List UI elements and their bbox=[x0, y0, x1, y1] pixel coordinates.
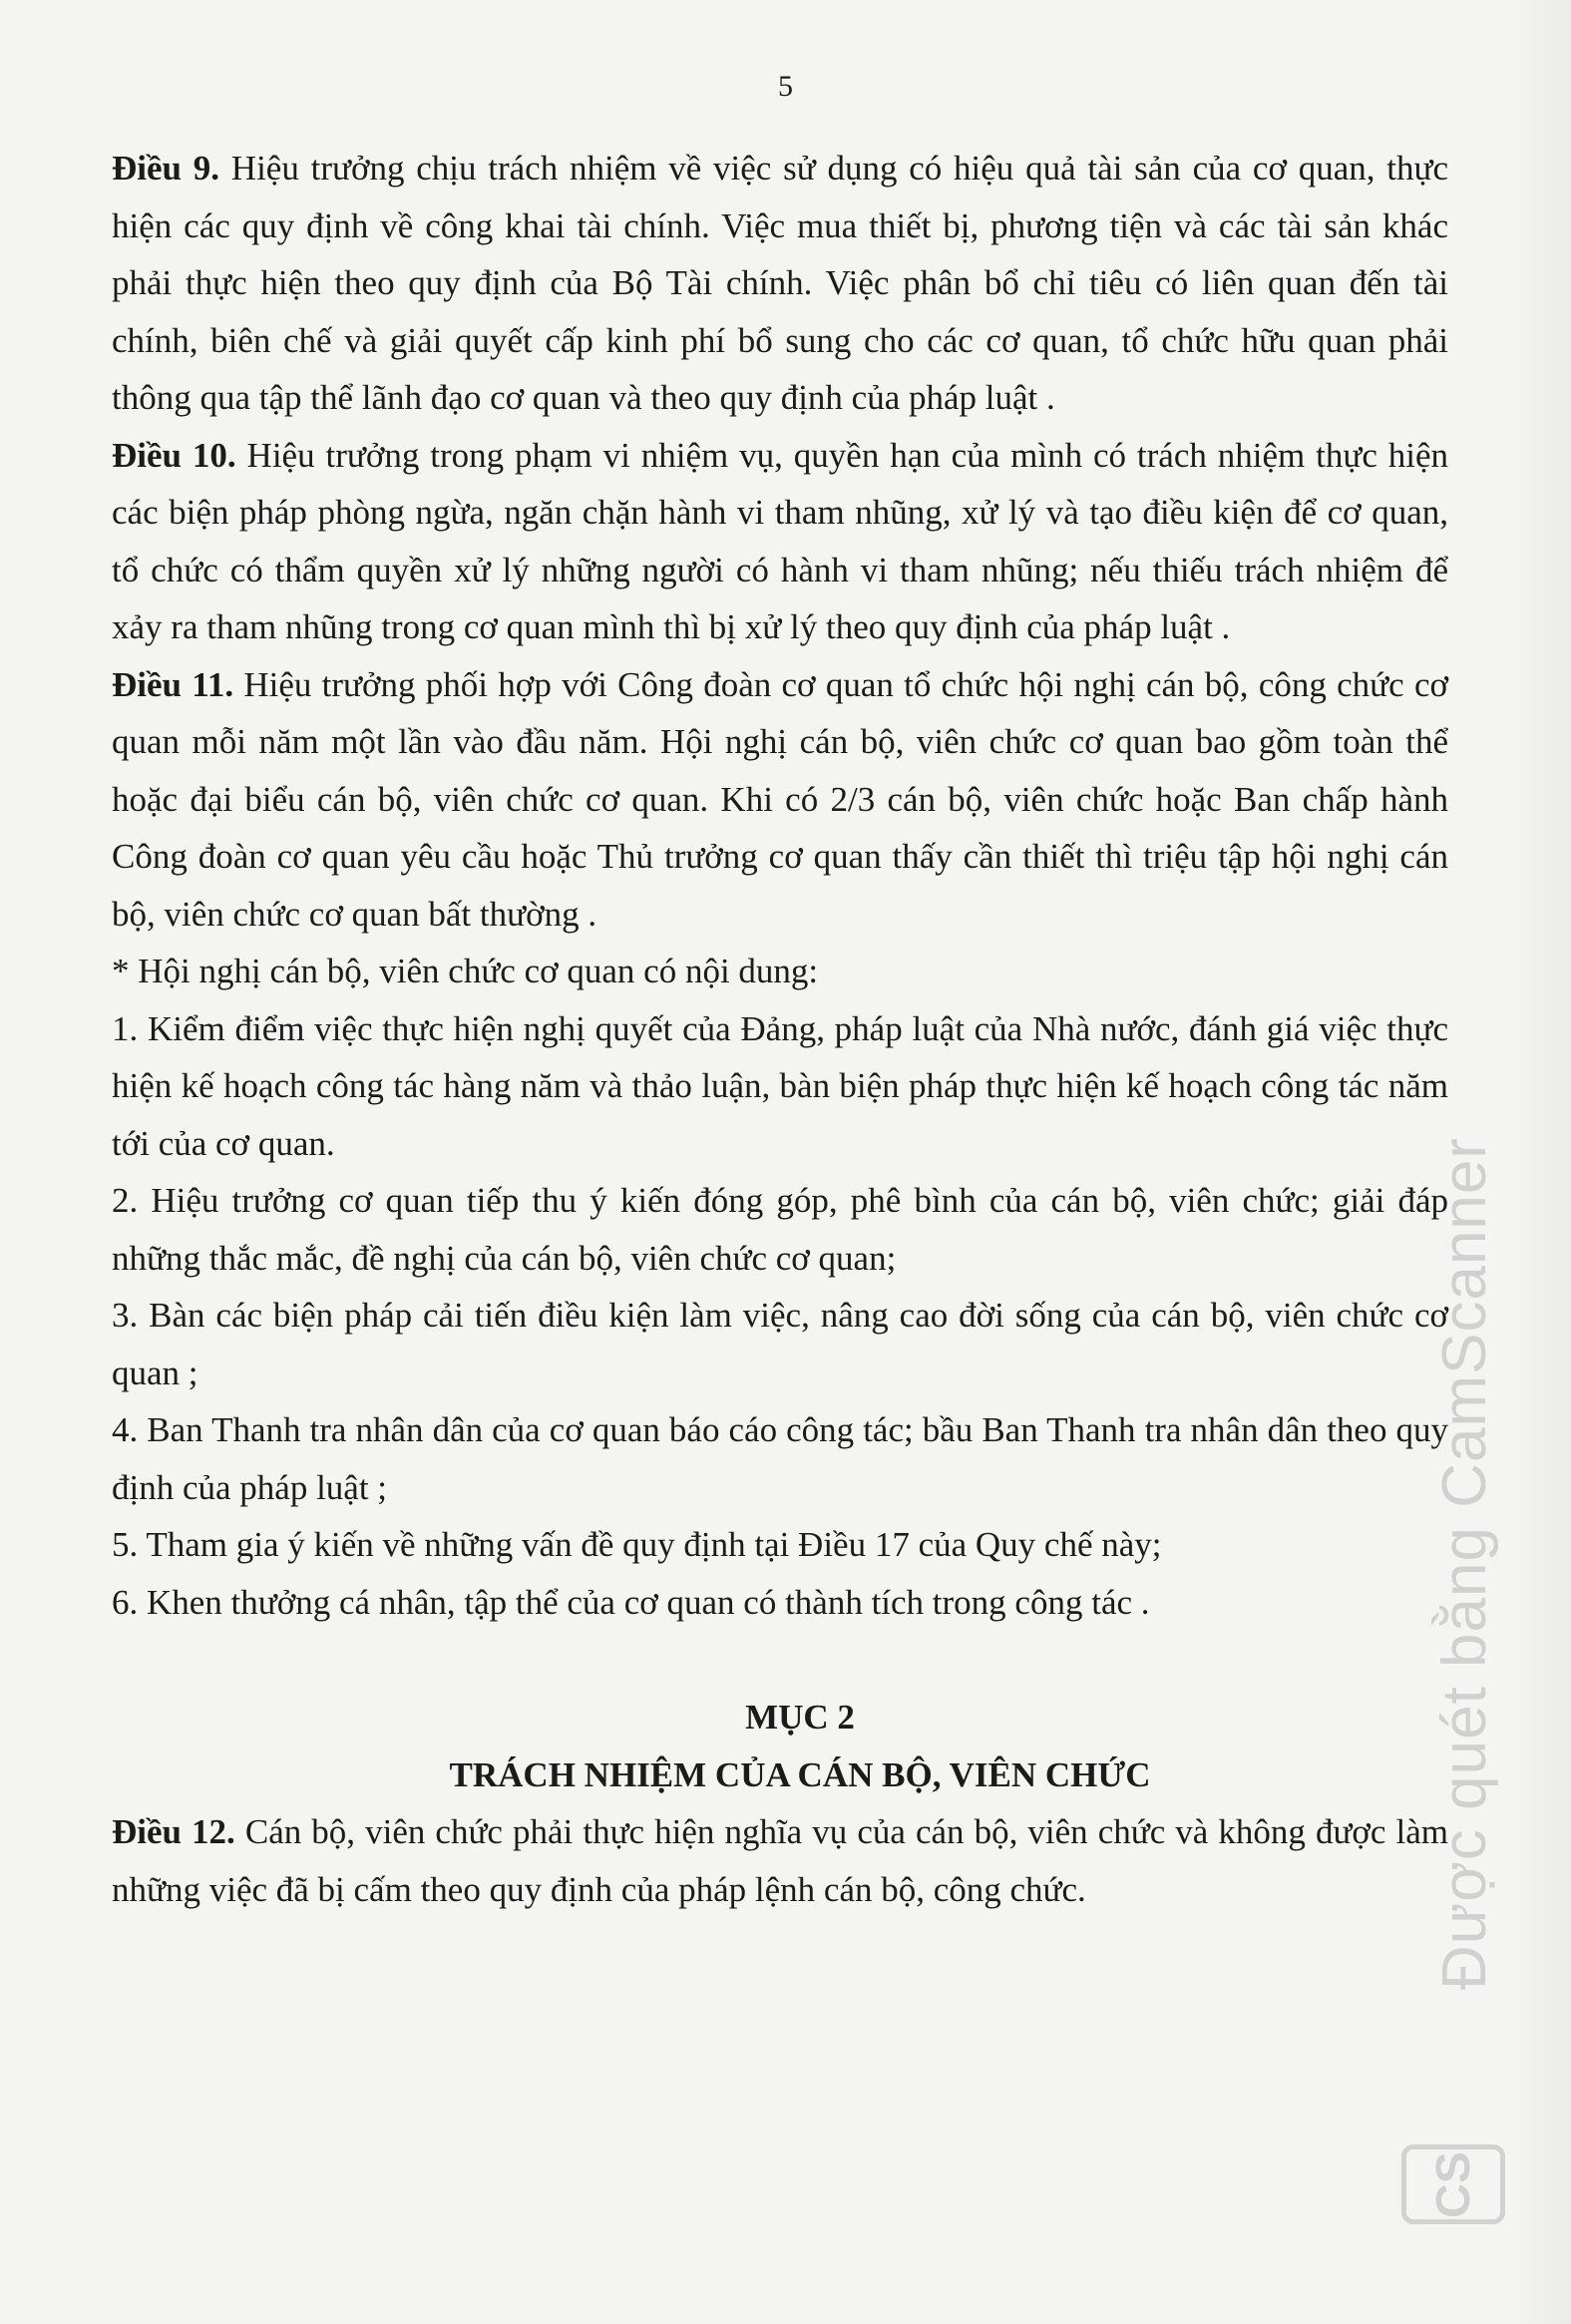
article-9 bbox=[112, 140, 1448, 427]
document-body bbox=[112, 140, 1448, 1918]
list-item: 2. Hiệu trưởng cơ quan tiếp thu ý kiến đóng góp, phê bình của cán bộ, viên chức; giải đáp những thắc mắc, đề nghị của cán bộ, viên chức cơ quan; bbox=[112, 1181, 1448, 1278]
camscanner-logo-text: CS bbox=[1426, 2150, 1480, 2218]
article-12 bbox=[112, 1803, 1448, 1918]
article-9-label: Điều 9. bbox=[112, 149, 220, 188]
section-heading: MỤC 2 bbox=[745, 1698, 855, 1737]
list-item: 5. Tham gia ý kiến về những vấn đề quy định tại Điều 17 của Quy chế này; bbox=[112, 1525, 1162, 1564]
list-item: 1. Kiểm điểm việc thực hiện nghị quyết của Đảng, pháp luật của Nhà nước, đánh giá việc thực hiện kế hoạch công tác hàng năm và thảo luận, bàn biện pháp thực hiện kế hoạch công tác năm tới của cơ quan. bbox=[112, 1008, 1448, 1163]
article-10-text: Hiệu trưởng trong phạm vi nhiệm vụ, quyền hạn của mình có trách nhiệm thực hiện các biện pháp phòng ngừa, ngăn chặn hành vi tham nhũng, xử lý và tạo điều kiện để cơ quan, tổ chức có thẩm quyền xử lý những người có hành vi tham nhũng; nếu thiếu trách nhiệm để xảy ra tham nhũng trong cơ quan mình thì bị xử lý theo quy định của pháp luật . bbox=[112, 435, 1449, 646]
camscanner-logo-icon bbox=[1401, 2144, 1505, 2224]
list-item: 4. Ban Thanh tra nhân dân của cơ quan báo cáo công tác; bầu Ban Thanh tra nhân dân theo quy định của pháp luật ; bbox=[112, 1410, 1448, 1507]
list-item: 6. Khen thưởng cá nhân, tập thể của cơ quan có thành tích trong công tác . bbox=[112, 1582, 1150, 1622]
section-spacer bbox=[112, 1631, 1448, 1689]
article-11-content-intro: * Hội nghị cán bộ, viên chức cơ quan có nội dung: bbox=[112, 952, 819, 990]
section-title: TRÁCH NHIỆM CỦA CÁN BỘ, VIÊN CHỨC bbox=[449, 1754, 1151, 1794]
scan-edge-shadow bbox=[1511, 0, 1571, 2324]
article-10-label: Điều 10. bbox=[112, 435, 236, 475]
article-11 bbox=[112, 656, 1448, 944]
article-12-text: Cán bộ, viên chức phải thực hiện nghĩa vụ của cán bộ, viên chức và không được làm những việc đã bị cấm theo quy định của pháp lệnh cán bộ, công chức. bbox=[112, 1812, 1448, 1909]
article-11-label: Điều 11. bbox=[112, 664, 234, 704]
list-item: 3. Bàn các biện pháp cải tiến điều kiện làm việc, nâng cao đời sống của cán bộ, viên chức cơ quan ; bbox=[112, 1296, 1448, 1392]
camscanner-watermark-text: Được quét bằng CamScanner bbox=[1430, 1136, 1499, 1990]
page-number: 5 bbox=[778, 70, 793, 103]
article-11-text: Hiệu trưởng phối hợp với Công đoàn cơ quan tổ chức hội nghị cán bộ, công chức cơ quan mỗi năm một lần vào đầu năm. Hội nghị cán bộ, viên chức cơ quan bao gồm toàn thể hoặc đại biểu cán bộ, viên chức cơ quan. Khi có 2/3 cán bộ, viên chức hoặc Ban chấp hành Công đoàn cơ quan yêu cầu hoặc Thủ trưởng cơ quan thấy cần thiết thì triệu tập hội nghị cán bộ, viên chức cơ quan bất thường . bbox=[112, 664, 1448, 934]
article-12-label: Điều 12. bbox=[112, 1812, 235, 1851]
article-9-text: Hiệu trưởng chịu trách nhiệm về việc sử dụng có hiệu quả tài sản của cơ quan, thực hiện các quy định về công khai tài chính. Việc mua thiết bị, phương tiện và các tài sản khác phải thực hiện theo quy định của Bộ Tài chính. Việc phân bổ chỉ tiêu có liên quan đến tài chính, biên chế và giải quyết cấp kinh phí bổ sung cho các cơ quan, tổ chức hữu quan phải thông qua tập thể lãnh đạo cơ quan và theo quy định của pháp luật . bbox=[112, 149, 1449, 417]
article-10 bbox=[112, 427, 1448, 656]
